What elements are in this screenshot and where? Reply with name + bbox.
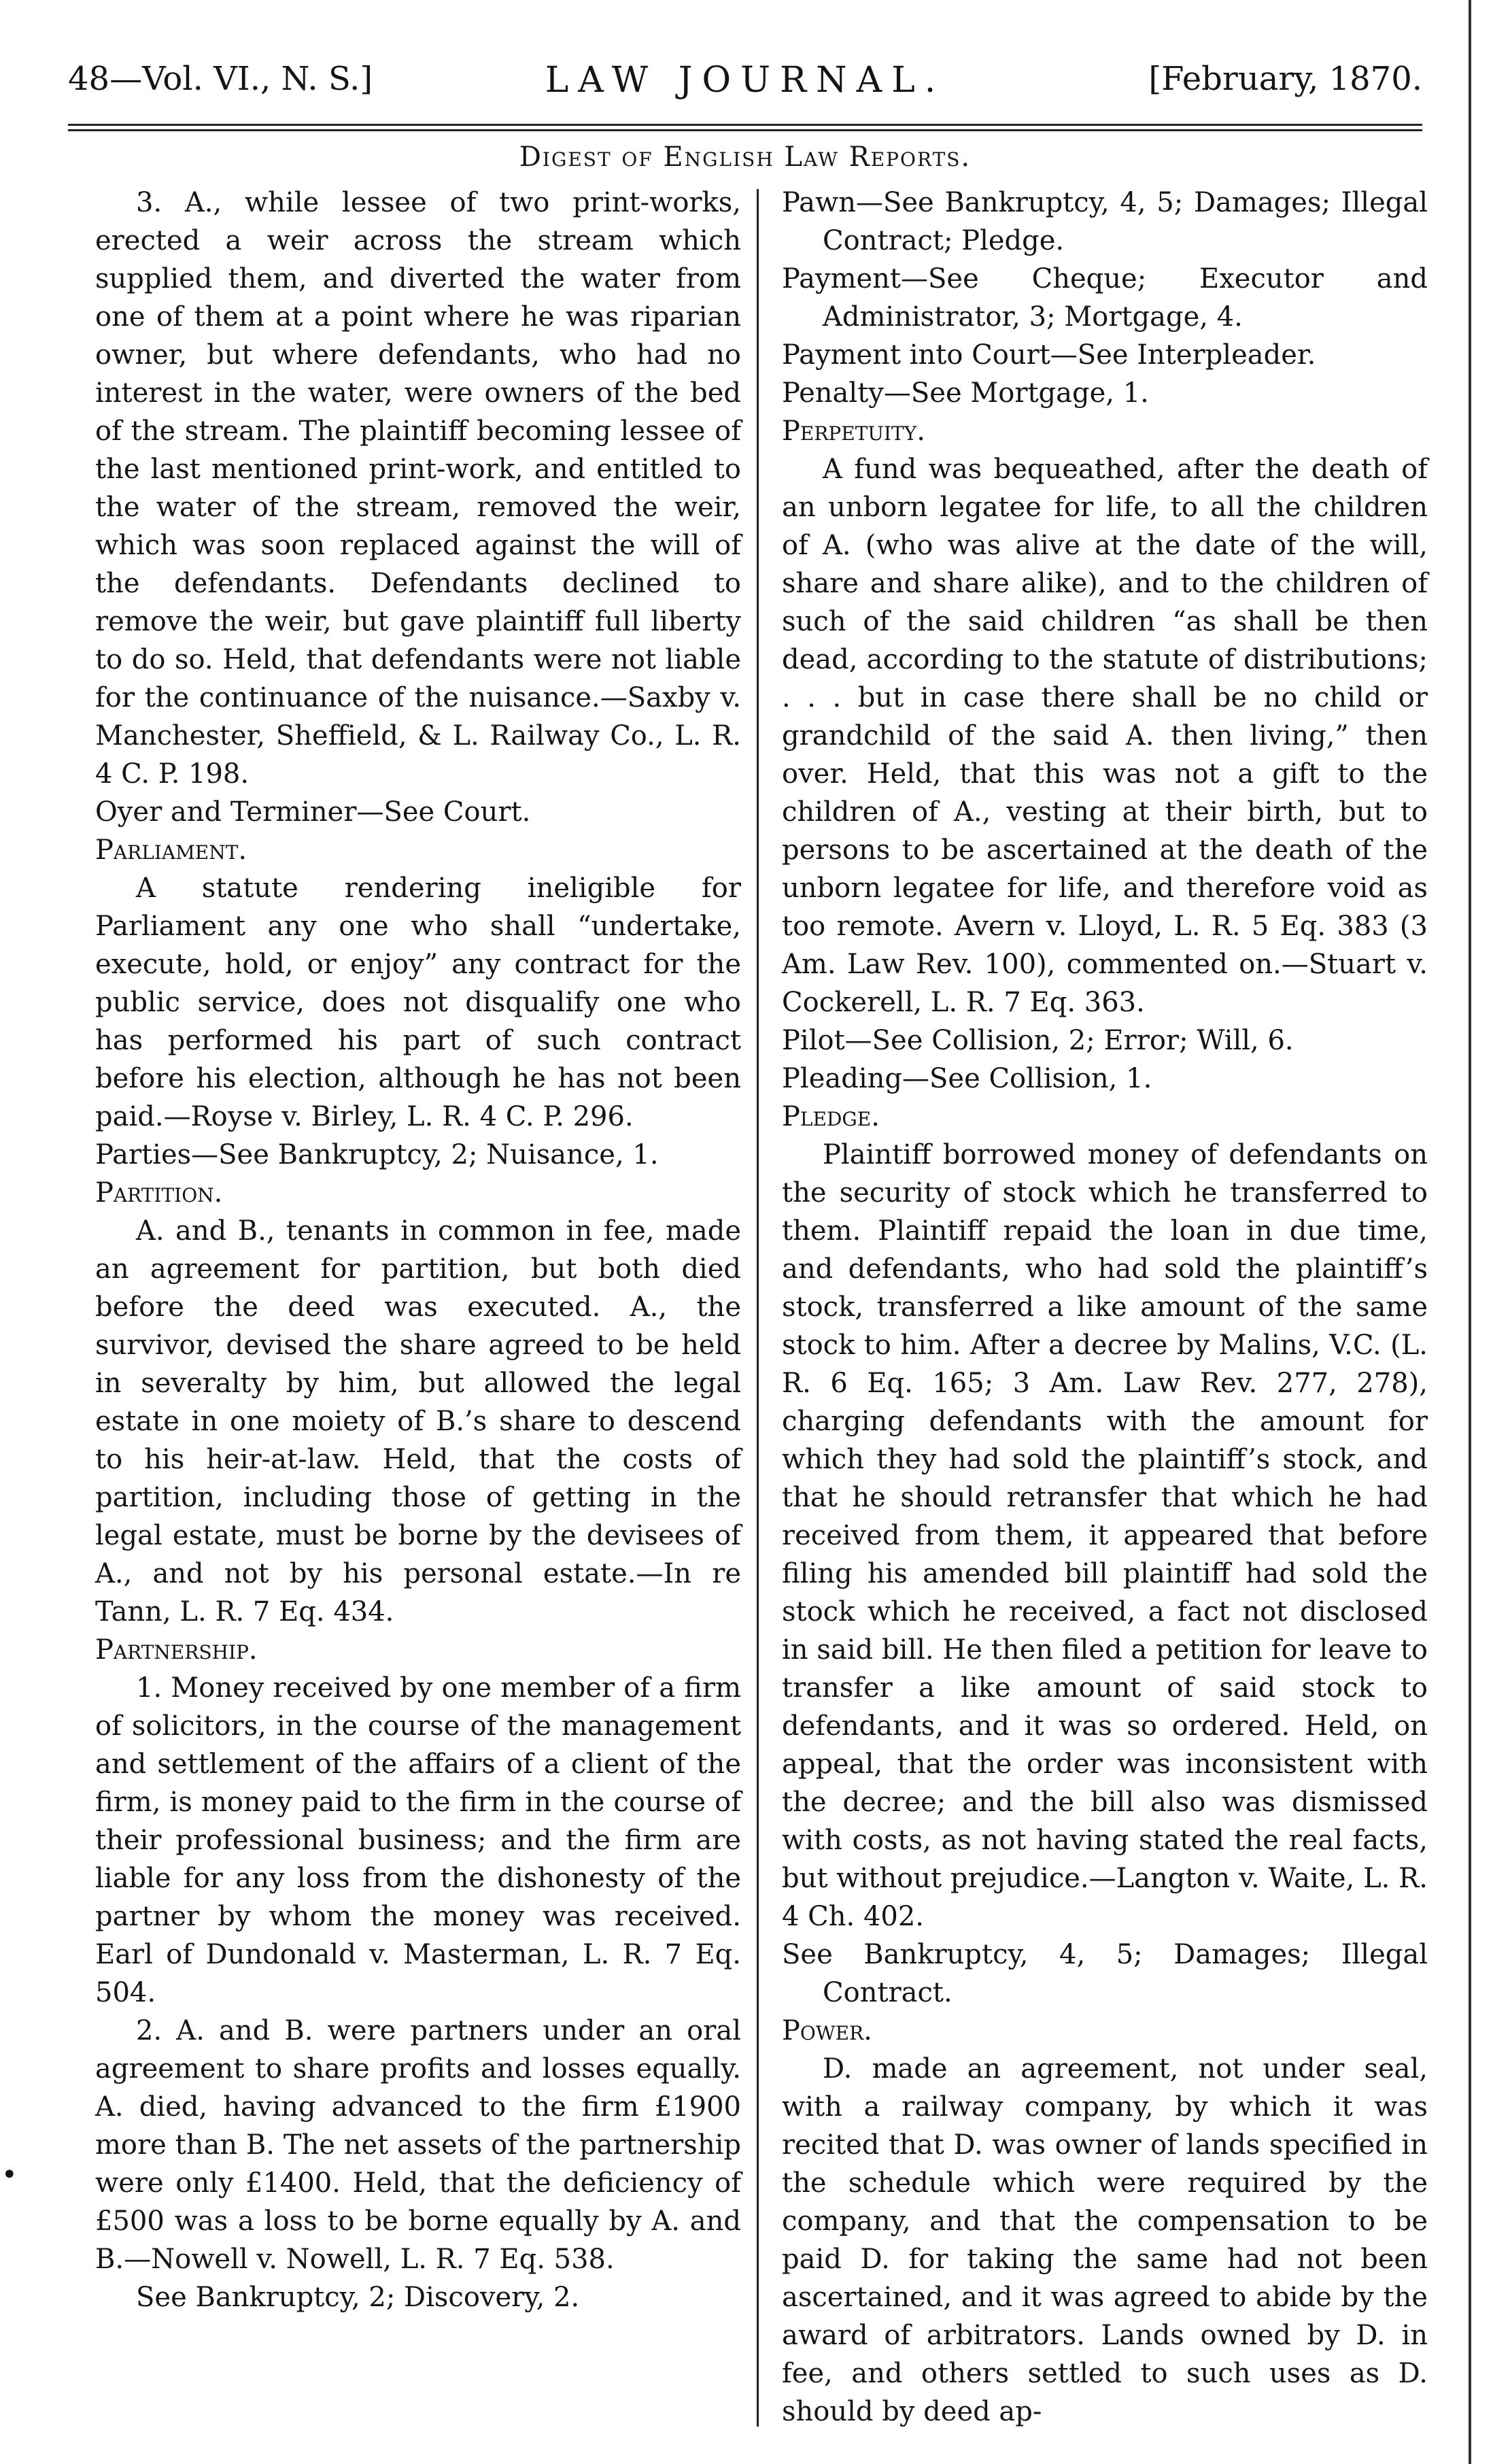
- see-also-line: See Bankruptcy, 2; Discovery, 2.: [136, 2282, 580, 2313]
- header-journal-title: LAW JOURNAL.: [545, 60, 946, 101]
- digest-paragraph: A. and B., tenants in common in fee, made an agreement for partition, but both died before the deed was executed. A., the survivor, devised the share agreed to be held in severalty by him, but allowed the legal estate in one moiety of B.’s share to descend to his heir-at-law. Held, that the costs of partition, including those of getting in the legal estate, must be borne by the devisees of A., and not by his personal estate.—In re Tann, L. R. 7 Eq. 434.: [95, 1215, 741, 1627]
- page-edge-line: [1469, 0, 1471, 2464]
- topic-heading: Parliament.: [95, 834, 247, 866]
- right-column: [782, 184, 1428, 2431]
- topic-heading: Pledge.: [782, 1101, 880, 1132]
- header-rule-top: [68, 124, 1422, 126]
- column-divider: [757, 189, 759, 2427]
- cross-reference-entry: Pawn—See Bankruptcy, 4, 5; Damages; Illegal Contract; Pledge.: [782, 187, 1428, 256]
- digest-paragraph: 1. Money received by one member of a firm of solicitors, in the course of the management and settlement of the affairs of a client of the firm, is money paid to the firm in the course of their professional business; and the firm are liable for any loss from the dishonesty of the partner by whom the money was received. Earl of Dundonald v. Masterman, L. R. 7 Eq. 504.: [95, 1672, 741, 2008]
- cross-reference-entry: Pilot—See Collision, 2; Error; Will, 6.: [782, 1025, 1294, 1056]
- topic-heading: Partnership.: [95, 1634, 258, 1666]
- cross-reference-entry: Payment—See Cheque; Executor and Administrator, 3; Mortgage, 4.: [782, 263, 1428, 333]
- section-title: Digest of English Law Reports.: [519, 141, 972, 173]
- header-date: [February, 1870.: [1148, 60, 1422, 98]
- digest-paragraph: 2. A. and B. were partners under an oral agreement to share profits and losses equally. A. died, having advanced to the firm £1900 more than B. The net assets of the partnership were only £1400. Held, that the deficiency of £500 was a loss to be borne equally by A. and B.—Nowell v. Nowell, L. R. 7 Eq. 538.: [95, 2015, 741, 2275]
- cross-reference-entry: Parties—See Bankruptcy, 2; Nuisance, 1.: [95, 1139, 659, 1170]
- cross-reference-entry: Penalty—See Mortgage, 1.: [782, 377, 1149, 409]
- cross-reference-entry: Pleading—See Collision, 1.: [782, 1063, 1152, 1094]
- digest-paragraph: Plaintiff borrowed money of defendants on the security of stock which he transferred to them. Plaintiff repaid the loan in due time, and defendants, who had sold the plaintiff’s stock, transferred a like amount of the same stock to him. After a decree by Malins, V.C. (L. R. 6 Eq. 165; 3 Am. Law Rev. 277, 278), charging defendants with the amount for which they had sold the plaintiff’s stock, and that he should retransfer that which he had received from them, it appeared that before filing his amended bill plaintiff had sold the stock which he received, a fact not disclosed in said bill. He then filed a petition for leave to transfer a like amount of said stock to defendants, and it was so ordered. Held, on appeal, that the order was inconsistent with the decree; and the bill also was dismissed with costs, as not having stated the real facts, but without prejudice.—Langton v. Waite, L. R. 4 Ch. 402.: [782, 1139, 1428, 1932]
- cross-reference-entry: Oyer and Terminer—See Court.: [95, 796, 531, 828]
- cross-reference-entry: Payment into Court—See Interpleader.: [782, 339, 1316, 371]
- digest-paragraph: A statute rendering ineligible for Parliament any one who shall “undertake, execute, hold, or enjoy” any contract for the public service, does not disqualify one who has performed his part of such contract before his election, although he has not been paid.—Royse v. Birley, L. R. 4 C. P. 296.: [95, 873, 741, 1132]
- digest-paragraph: D. made an agreement, not under seal, with a railway company, by which it was recited that D. was owner of lands specified in the schedule which were required by the company, and that the compensation to be paid D. for taking the same had not been ascertained, and it was agreed to abide by the award of arbitrators. Lands owned by D. in fee, and others settled to such uses as D. should by deed ap-: [782, 2053, 1428, 2427]
- digest-paragraph: A fund was bequeathed, after the death of an unborn legatee for life, to all the children of A. (who was alive at the date of the will, share and share alike), and to the children of such of the said children “as shall be then dead, according to the statute of distributions; . . . but in case there shall be no child or grandchild of the said A. then living,” then over. Held, that this was not a gift to the children of A., vesting at their birth, but to persons to be ascertained at the death of the unborn legatee for life, and therefore void as too remote. Avern v. Lloyd, L. R. 5 Eq. 383 (3 Am. Law Rev. 100), commented on.—Stuart v. Cockerell, L. R. 7 Eq. 363.: [782, 454, 1428, 1018]
- left-column: [95, 184, 741, 2316]
- header-rule-bottom: [68, 129, 1422, 131]
- header-volume: 48—Vol. VI., N. S.]: [68, 60, 373, 98]
- see-also-line: See Bankruptcy, 4, 5; Damages; Illegal Contract.: [782, 1939, 1428, 2008]
- running-header: [68, 60, 1422, 114]
- topic-heading: Perpetuity.: [782, 416, 925, 447]
- margin-ink-mark-icon: •: [1, 2159, 18, 2191]
- digest-paragraph: 3. A., while lessee of two print-works, erected a weir across the stream which supplied them, and diverted the water from one of them at a point where he was riparian owner, but where defendants, who had no interest in the water, were owners of the bed of the stream. The plaintiff becoming lessee of the last mentioned print-work, and entitled to the water of the stream, removed the weir, which was soon replaced against the will of the defendants. Defendants declined to remove the weir, but gave plaintiff full liberty to do so. Held, that defendants were not liable for the continuance of the nuisance.—Saxby v. Manchester, Sheffield, & L. Railway Co., L. R. 4 C. P. 198.: [95, 187, 741, 790]
- topic-heading: Power.: [782, 2015, 872, 2046]
- topic-heading: Partition.: [95, 1177, 223, 1209]
